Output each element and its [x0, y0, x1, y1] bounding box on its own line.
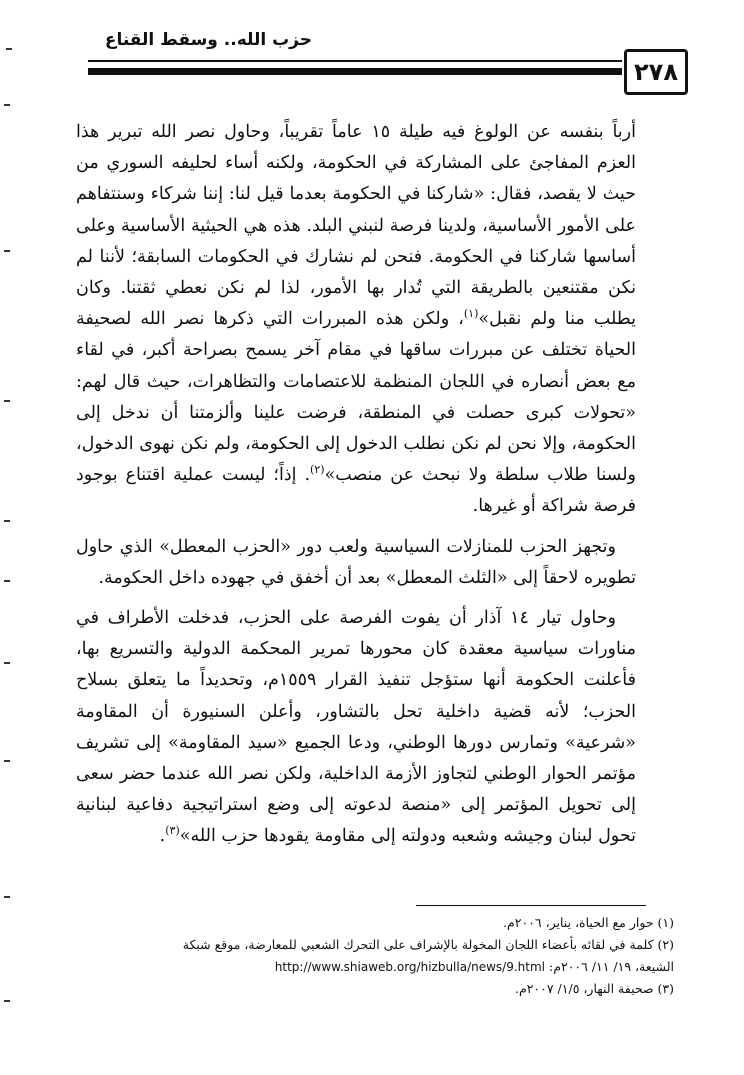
line: وتجهز الحزب للمنازلات السياسية ولعب دور «الحزب المعطل» الذي حاول — [76, 536, 616, 557]
line: فقال: «شاركنا في الحكومة بعدما قيل لنا: إننا شركاء وسنتفاهم على الأمور — [76, 184, 636, 236]
line: منصب» — [324, 465, 383, 486]
line: بالطريقة التي تُدار بها الأمور، لذا لم نكن نعطي ثقتنا. وكان يطلب منا ولم — [76, 278, 636, 330]
footnote-separator — [416, 905, 646, 906]
scan-mark — [4, 760, 10, 762]
scan-mark — [4, 400, 10, 402]
footnote-ref-2[interactable]: (٢) — [310, 463, 325, 477]
footnote-2-source: الشيعة، ١٩/ ١١/ ٢٠٠٦م: — [548, 959, 674, 974]
scan-mark — [4, 580, 10, 582]
page-number: ٢٧٨ — [624, 49, 688, 95]
line: الأساسية، ولدينا فرصة لنبني البلد. هذه هي الحيثية الأساسية وعلى أساسها — [76, 215, 636, 267]
line: تطويره لاحقاً إلى «الثلث المعطل» بعد أن أخفق في جهوده داخل الحكومة. — [98, 567, 636, 588]
footnote-2-url[interactable]: http://www.shiaweb.org/hizbulla/news/9.html — [274, 960, 545, 974]
line: إلى وضع استراتيجية دفاعية لبنانية تحول لبنان وجيشه وشعبه ودولته إلى مقاومة — [76, 795, 636, 847]
body-text — [76, 117, 636, 862]
line: الدخول إلى الحكومة، ولم نكن نهوى الدخول، ولسنا طلاب سلطة ولا نبحث عن — [76, 434, 636, 486]
scan-mark — [4, 896, 10, 898]
line: في المنطقة، فرضت علينا وألزمتنا أن ندخل إلى الحكومة، وإلا نحن لم نكن نطلب — [76, 402, 636, 455]
footnote-3: (٣) صحيفة النهار، ١/٥/ ٢٠٠٧م. — [515, 981, 674, 996]
line: ، ولكن هذه المبررات التي ذكرها نصر الله لصحيفة الحياة تختلف عن — [76, 309, 636, 361]
line: شاركنا في الحكومة. فنحن لم نشارك في الحكومات السابقة؛ لأننا لم نكن مقتنعين — [76, 246, 636, 299]
header-rule-thin — [88, 60, 622, 62]
footnote-2-cont — [70, 956, 674, 978]
scan-mark — [4, 104, 10, 106]
footnote-2: (٢) كلمة في لقائه بأعضاء اللجان المخولة بالإشراف على التحرك الشعبي للمعارضة، موقع شبكة — [182, 937, 674, 952]
footnote-ref-3[interactable]: (٣) — [165, 824, 180, 838]
line: قضية داخلية تحل بالتشاور، وأعلن السنيورة أن المقاومة «شرعية» وتمارس دورها — [76, 701, 636, 753]
line: المفاجئ على المشاركة في الحكومة، ولكنه أساء لحليفه السوري من حيث لا يقصد، — [76, 153, 636, 205]
scan-mark — [4, 1000, 10, 1002]
line: مناورات سياسية معقدة كان محورها تمرير المحكمة الدولية والتسريع بها، فأعلنت — [76, 639, 636, 691]
line: أرباً بنفسه عن الولوغ فيه طيلة ١٥ عاماً تقريباً، وحاول نصر الله تبرير هذا العزم — [76, 122, 636, 174]
scan-mark — [6, 48, 12, 50]
header-rule-thick — [88, 68, 622, 75]
line: . — [159, 826, 166, 847]
line: اللجان المنظمة للاعتصامات والتظاهرات، حيث قال لهم: «تحولات كبرى حصلت — [76, 371, 636, 423]
footnotes — [70, 912, 674, 1000]
paragraph-1 — [76, 117, 636, 523]
line: نقبل» — [478, 309, 522, 330]
line: . إذاً؛ ليست عملية اقتناع بوجود فرصة شراكة أو غيرها. — [76, 465, 636, 517]
footnote-1: (١) حوار مع الحياة، يناير، ٢٠٠٦م. — [503, 915, 674, 930]
footnote-ref-1[interactable]: (١) — [463, 307, 479, 321]
paragraph-3 — [76, 603, 636, 853]
line: الحكومة أنها ستؤجل تنفيذ القرار ١٥٥٩م، وتحديداً ما يتعلق بسلاح الحزب؛ لأنه — [76, 670, 636, 722]
scan-mark — [4, 250, 10, 252]
running-title: حزب الله.. وسقط القناع — [104, 30, 312, 50]
paragraph-2 — [76, 532, 636, 594]
line: الداخلية، ولكن نصر الله عندما حضر سعى إلى تحويل المؤتمر إلى «منصة لدعوته — [76, 764, 636, 816]
line: وحاول تيار ١٤ آذار أن يفوت الفرصة على الحزب، فدخلت الأطراف في — [76, 608, 617, 629]
scan-mark — [4, 662, 10, 664]
line: الوطني، ودعا الجميع «سيد المقاومة» إلى تشريف مؤتمر الحوار الوطني لتجاوز الأزمة — [76, 732, 636, 785]
line: مبررات ساقها في مقام آخر يسمح بصراحة أكبر، في لقاء مع بعض أنصاره في — [76, 340, 636, 392]
scan-mark — [4, 520, 10, 522]
line: يقودها حزب الله» — [179, 826, 310, 847]
